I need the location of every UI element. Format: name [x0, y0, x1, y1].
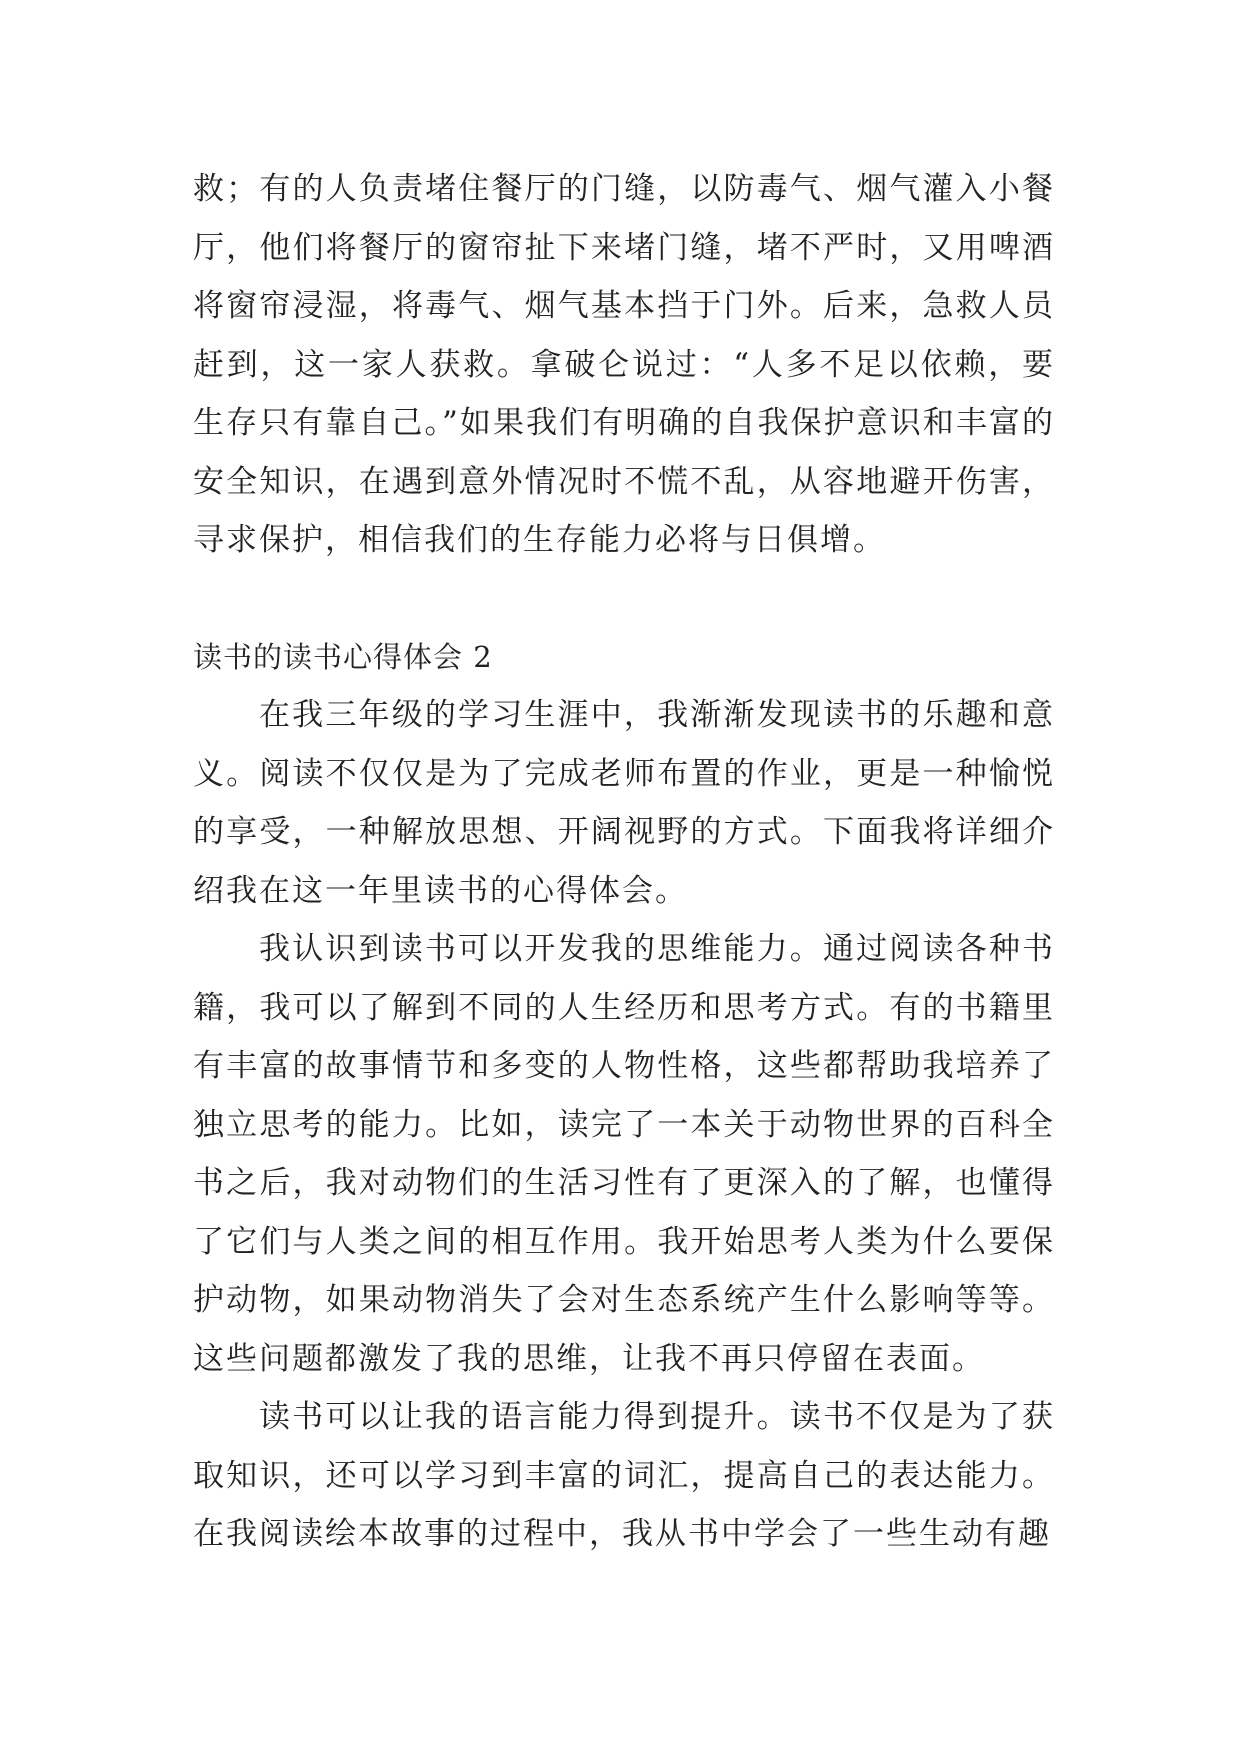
section-title: 读书的读书心得体会 2	[193, 639, 493, 674]
section-paragraph-2: 我认识到读书可以开发我的思维能力。通过阅读各种书籍，我可以了解到不同的人生经历和思考方式。有的书籍里有丰富的故事情节和多变的人物性格，这些都帮助我培养了独立思考的能力。比如，读完了一本关于动物世界的百科全书之后，我对动物们的生活习性有了更深入的了解，也懂得了它们与人类之间的相互作用。我开始思考人类为什么要保护动物，如果动物消失了会对生态系统产生什么影响等等。这些问题都激发了我的思维，让我不再只停留在表面。	[193, 931, 1055, 1377]
continued-paragraph: 救；有的人负责堵住餐厅的门缝，以防毒气、烟气灌入小餐厅，他们将餐厅的窗帘扯下来堵门缝，堵不严时，又用啤酒将窗帘浸湿，将毒气、烟气基本挡于门外。后来，急救人员赶到，这一家人获救。拿破仑说过：“人多不足以依赖，要生存只有靠自己。”如果我们有明确的自我保护意识和丰富的安全知识，在遇到意外情况时不慌不乱，从容地避开伤害，寻求保护，相信我们的生存能力必将与日俱增。	[193, 171, 1055, 558]
section-paragraph-1: 在我三年级的学习生涯中，我渐渐发现读书的乐趣和意义。阅读不仅仅是为了完成老师布置的作业，更是一种愉悦的享受，一种解放思想、开阔视野的方式。下面我将详细介绍我在这一年里读书的心得体会。	[193, 697, 1055, 909]
document-body	[193, 160, 1055, 1564]
section-paragraph-3: 读书可以让我的语言能力得到提升。读书不仅是为了获取知识，还可以学习到丰富的词汇，提高自己的表达能力。在我阅读绘本故事的过程中，我从书中学会了一些生动有趣	[193, 1399, 1055, 1552]
